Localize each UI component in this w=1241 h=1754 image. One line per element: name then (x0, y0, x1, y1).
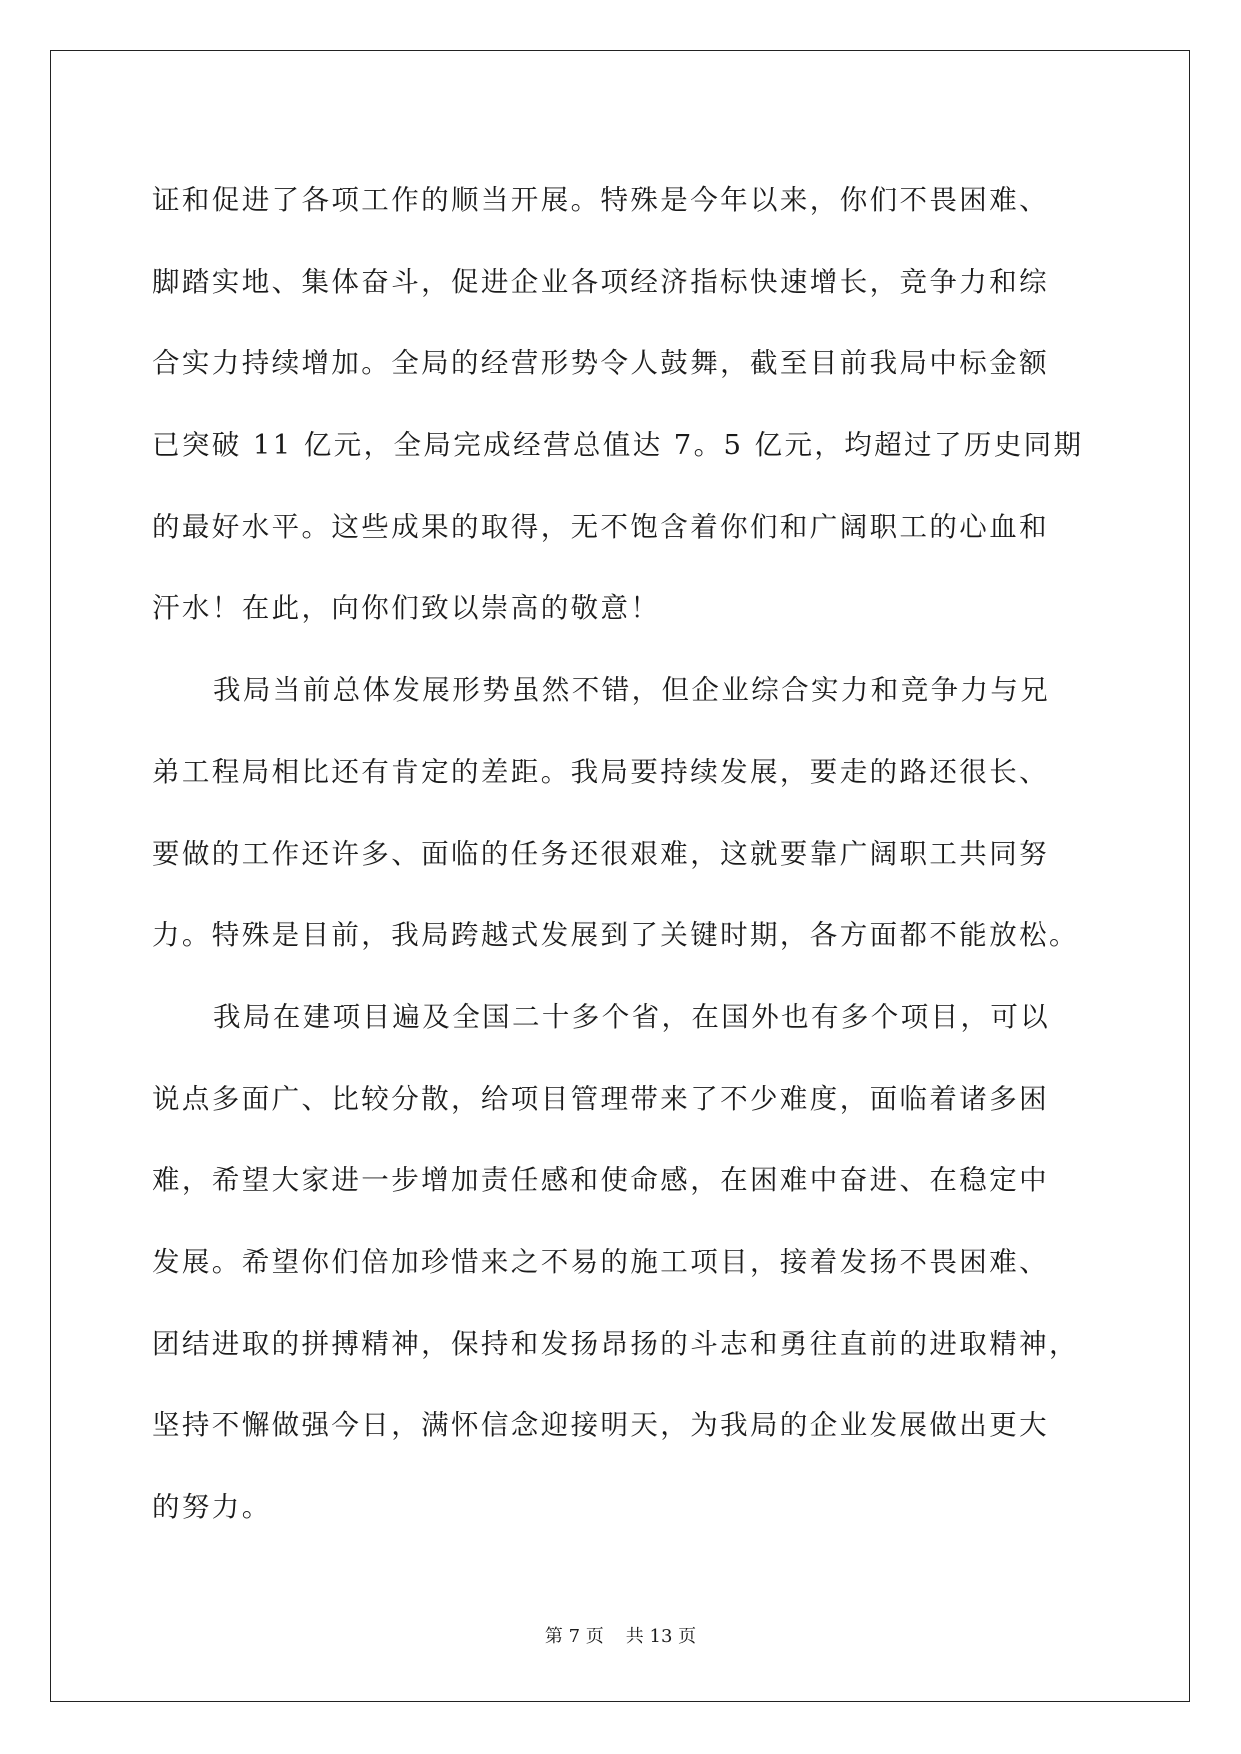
paragraph-3 (152, 977, 1092, 1549)
page-footer (0, 1622, 1241, 1648)
text-line: 力。特殊是目前，我局跨越式发展到了关键时期，各方面都不能放松。 (152, 919, 1079, 952)
text-line: 的最好水平。这些成果的取得，无不饱含着你们和广阔职工的心血和 (152, 510, 1049, 543)
text-line: 已突破 11 亿元，全局完成经营总值达 7。5 亿元，均超过了历史同期 (152, 429, 1084, 462)
page-total: 共 13 页 (625, 1626, 697, 1647)
text-line: 合实力持续增加。全局的经营形势令人鼓舞，截至目前我局中标金额 (152, 347, 1049, 380)
document-body (152, 160, 1092, 1549)
paragraph-2 (152, 650, 1092, 977)
text-line: 发展。希望你们倍加珍惜来之不易的施工项目，接着发扬不畏困难、 (152, 1245, 1049, 1278)
text-line: 难，希望大家进一步增加责任感和使命感，在困难中奋进、在稳定中 (152, 1164, 1049, 1197)
text-line: 我局在建项目遍及全国二十多个省，在国外也有多个项目，可以 (213, 1000, 1051, 1033)
text-line: 团结进取的拼搏精神，保持和发扬昂扬的斗志和勇往直前的进取精神， (152, 1327, 1079, 1360)
text-line: 说点多面广、比较分散，给项目管理带来了不少难度，面临着诸多困 (152, 1082, 1049, 1115)
paragraph-1 (152, 160, 1092, 650)
text-line: 弟工程局相比还有肯定的差距。我局要持续发展，要走的路还很长、 (152, 755, 1049, 788)
text-line: 我局当前总体发展形势虽然不错，但企业综合实力和竞争力与兄 (213, 674, 1051, 707)
text-line: 汗水！在此，向你们致以崇高的敬意！ (152, 592, 661, 625)
page-number: 第 7 页 (544, 1626, 604, 1647)
text-line: 的努力。 (152, 1491, 272, 1523)
text-line: 要做的工作还许多、面临的任务还很艰难，这就要靠广阔职工共同努 (152, 837, 1049, 870)
text-line: 证和促进了各项工作的顺当开展。特殊是今年以来，你们不畏困难、 (152, 184, 1049, 216)
text-line: 坚持不懈做强今日，满怀信念迎接明天，为我局的企业发展做出更大 (152, 1409, 1049, 1442)
text-line: 脚踏实地、集体奋斗，促进企业各项经济指标快速增长，竞争力和综 (152, 265, 1049, 298)
